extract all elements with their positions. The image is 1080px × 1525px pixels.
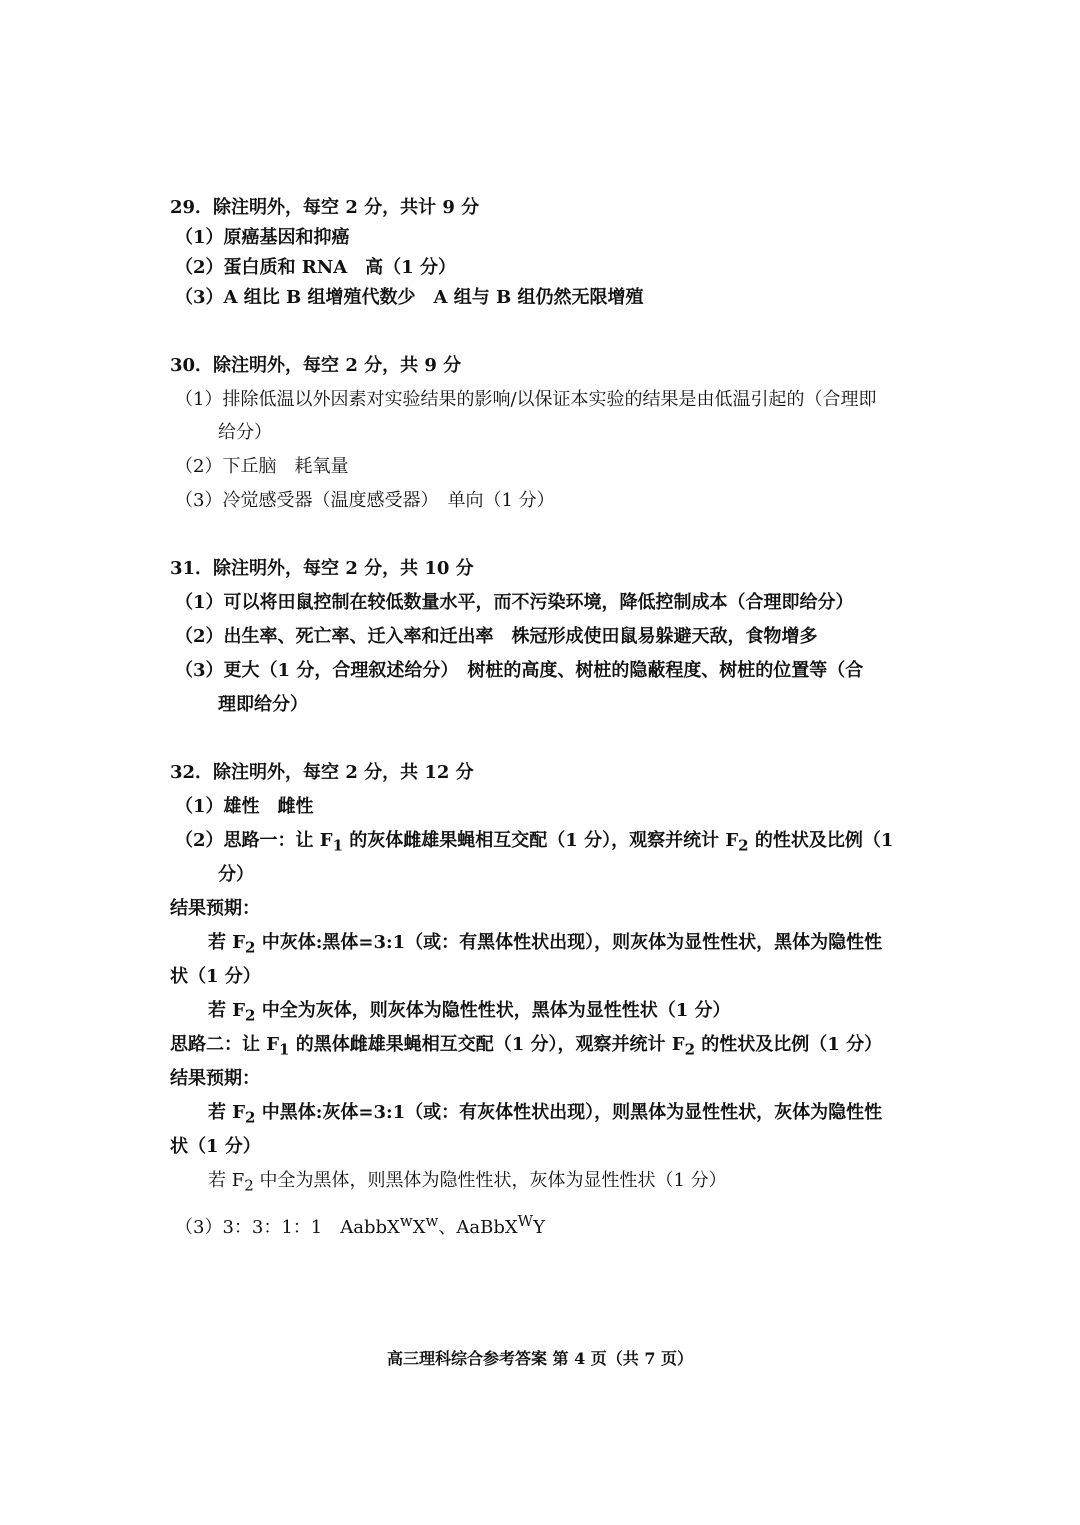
result-text-a: 若 F xyxy=(208,932,246,953)
ratio-text: （3）3：3：1：1 xyxy=(175,1217,341,1238)
q30-header: 30．除注明外，每空 2 分，共 9 分 xyxy=(170,355,462,376)
q32-result-4 xyxy=(208,1168,727,1199)
subscript: 1 xyxy=(332,836,344,855)
subscript: 1 xyxy=(279,1040,290,1059)
q31-header: 31．除注明外，每空 2 分，共 10 分 xyxy=(170,558,474,579)
q30-answer-3: （3）冷觉感受器（温度感受器） 单向（1 分） xyxy=(175,490,555,511)
q32-idea1-text-c: 的性状及比例（1 xyxy=(748,830,894,851)
q29-answer-3: （3）A 组比 B 组增殖代数少 A 组与 B 组仍然无限增殖 xyxy=(175,287,644,308)
result-text-b: 中黑体:灰体=3:1（或：有灰体性状出现），则黑体为显性性状，灰体为隐性性 xyxy=(255,1102,883,1123)
subscript: 2 xyxy=(684,1040,696,1059)
genotype-1: AabbX xyxy=(340,1217,400,1238)
q29-answer-2: （2）蛋白质和 RNA 高（1 分） xyxy=(175,257,456,278)
q32-answer-2-line1 xyxy=(175,828,893,859)
result-text-a: 若 F xyxy=(208,1102,246,1123)
separator: 、 xyxy=(438,1217,457,1238)
result-text-a: 若 F xyxy=(208,1000,246,1021)
genotype-2: AaBbX xyxy=(456,1217,518,1238)
superscript: w xyxy=(399,1212,413,1230)
result-text-b: 中全为黑体，则黑体为隐性性状，灰体为显性性状（1 分） xyxy=(253,1170,727,1191)
genotype-2-end: Y xyxy=(533,1217,545,1238)
q32-result-2 xyxy=(208,998,731,1029)
q32-answer-3 xyxy=(175,1208,545,1241)
q32-result-1 xyxy=(208,930,882,961)
result-text-a: 若 F xyxy=(208,1170,245,1191)
q30-answer-1-line2: 给分） xyxy=(218,422,272,443)
result-text-b: 中灰体:黑体=3:1（或：有黑体性状出现），则灰体为显性性状，黑体为隐性性 xyxy=(255,932,883,953)
q32-idea-2 xyxy=(170,1032,882,1063)
q32-result-heading-2: 结果预期： xyxy=(170,1068,260,1089)
q32-idea1-text-b: 的灰体雌雄果蝇相互交配（1 分），观察并统计 F xyxy=(343,830,739,851)
idea2-text-c: 的性状及比例（1 分） xyxy=(695,1034,883,1055)
subscript: 2 xyxy=(245,1108,256,1127)
page-footer: 高三理科综合参考答案 第 4 页（共 7 页） xyxy=(386,1349,694,1368)
q31-answer-1: （1）可以将田鼠控制在较低数量水平，而不污染环境，降低控制成本（合理即给分） xyxy=(175,592,854,613)
q32-result-1-cont: 状（1 分） xyxy=(170,966,261,987)
q32-result-3-cont: 状（1 分） xyxy=(170,1136,261,1157)
q32-result-3 xyxy=(208,1100,882,1131)
q30-answer-1-line1: （1）排除低温以外因素对实验结果的影响/以保证本实验的结果是由低温引起的（合理即 xyxy=(175,389,877,410)
q31-answer-3-line2: 理即给分） xyxy=(218,694,308,715)
idea2-text-a: 思路二：让 F xyxy=(170,1034,280,1055)
q32-header: 32．除注明外，每空 2 分，共 12 分 xyxy=(170,762,474,783)
q30-answer-2: （2）下丘脑 耗氧量 xyxy=(175,456,349,477)
q29-answer-1: （1）原癌基因和抑癌 xyxy=(175,227,350,248)
superscript: w xyxy=(425,1212,439,1230)
q32-idea1-text-a: （2）思路一：让 F xyxy=(175,830,333,851)
subscript: 2 xyxy=(245,1006,256,1025)
q31-answer-3-line1: （3）更大（1 分，合理叙述给分） 树桩的高度、树桩的隐蔽程度、树桩的位置等（合 xyxy=(175,660,864,681)
subscript: 2 xyxy=(738,836,749,855)
q31-answer-2: （2）出生率、死亡率、迁入率和迁出率 株冠形成使田鼠易躲避天敌，食物增多 xyxy=(175,626,818,647)
q32-result-heading-1: 结果预期： xyxy=(170,898,260,919)
q29-header: 29．除注明外，每空 2 分，共计 9 分 xyxy=(170,197,480,218)
q32-answer-2-line2: 分） xyxy=(218,864,254,885)
subscript: 2 xyxy=(245,938,256,957)
superscript: W xyxy=(517,1212,534,1230)
genotype-1-mid: X xyxy=(412,1217,426,1238)
result-text-b: 中全为灰体，则灰体为隐性性状，黑体为显性性状（1 分） xyxy=(255,1000,731,1021)
subscript: 2 xyxy=(244,1176,254,1195)
idea2-text-b: 的黑体雌雄果蝇相互交配（1 分），观察并统计 F xyxy=(289,1034,685,1055)
q32-answer-1: （1）雄性 雌性 xyxy=(175,796,314,817)
